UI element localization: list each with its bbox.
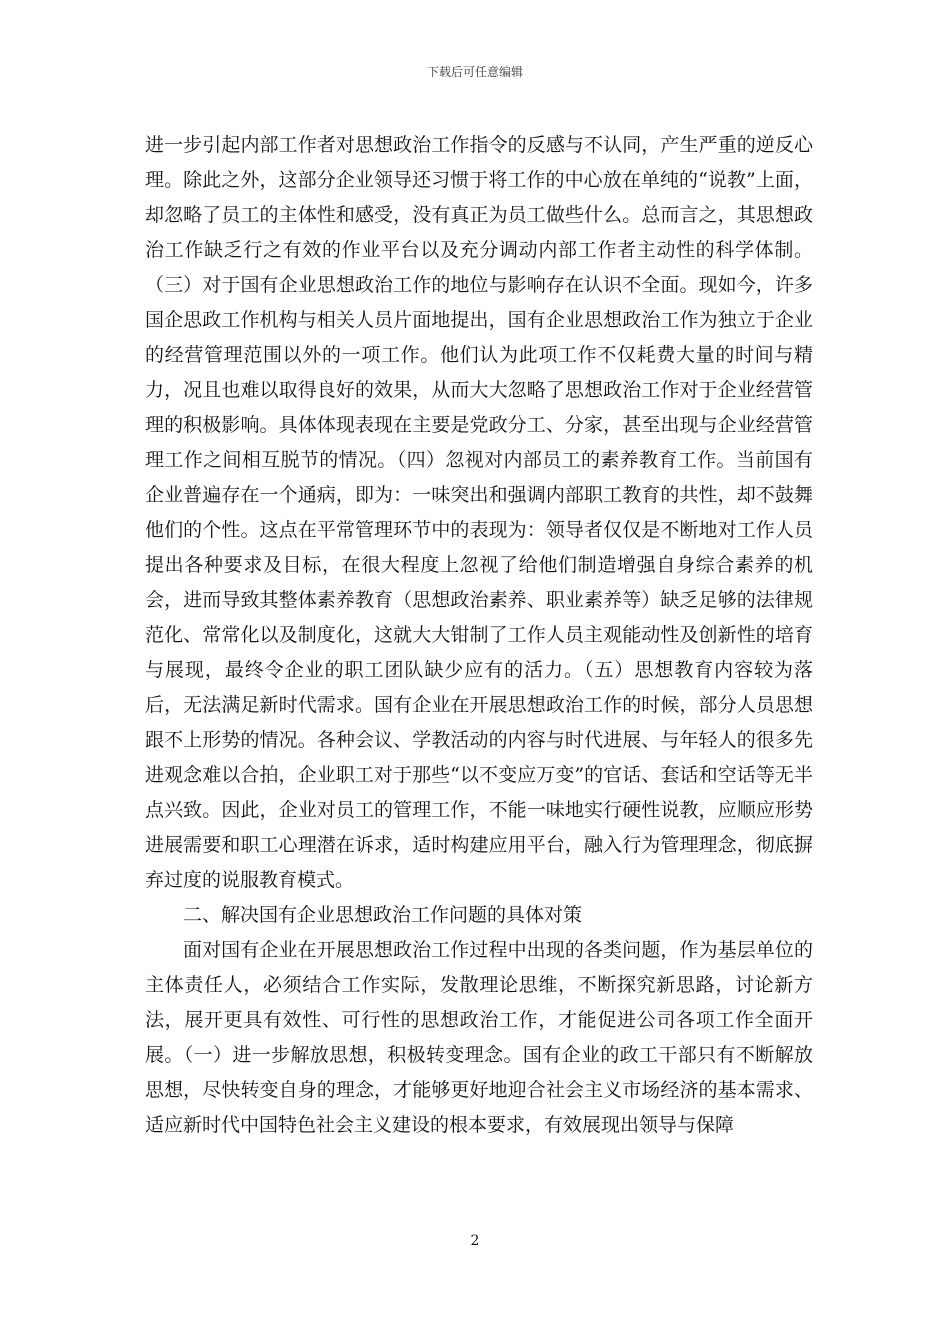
- document-body: [145, 128, 813, 1143]
- page-number: 2: [470, 1233, 480, 1249]
- section-heading-2: 二、解决国有企业思想政治工作问题的具体对策: [183, 904, 583, 926]
- body-paragraph-1: 进一步引起内部工作者对思想政治工作指令的反感与不认同，产生严重的逆反心理。除此之外，这部分企业领导还习惯于将工作的中心放在单纯的“说教”上面，却忽略了员工的主体性和感受，没有真正为员工做些什么。总而言之，其思想政治工作缺乏行之有效的作业平台以及充分调动内部工作者主动性的科学体制。（三）对于国有企业思想政治工作的地位与影响存在认识不全面。现如今，许多国企思政工作机构与相关人员片面地提出，国有企业思想政治工作为独立于企业的经营管理范围以外的一项工作。他们认为此项工作不仅耗费大量的时间与精力，况且也难以取得良好的效果，从而大大忽略了思想政治工作对于企业经营管理的积极影响。具体体现表现在主要是党政分工、分家，甚至出现与企业经营管理工作之间相互脱节的情况。（四）忽视对内部员工的素养教育工作。当前国有企业普遍存在一个通病，即为：一味突出和强调内部职工教育的共性，却不鼓舞他们的个性。这点在平常管理环节中的表现为：领导者仅仅是不断地对工作人员提出各种要求及目标，在很大程度上忽视了给他们制造增强自身综合素养的机会，进而导致其整体素养教育（思想政治素养、职业素养等）缺乏足够的法律规范化、常常化以及制度化，这就大大钳制了工作人员主观能动性及创新性的培育与展现，最终令企业的职工团队缺少应有的活力。（五）思想教育内容较为落后，无法满足新时代需求。国有企业在开展思想政治工作的时候，部分人员思想跟不上形势的情况。各种会议、学教活动的内容与时代进展、与年轻人的很多先进观念难以合拍，企业职工对于那些“以不变应万变”的官话、套话和空话等无半点兴致。因此，企业对员工的管理工作，不能一味地实行硬性说教，应顺应形势进展需要和职工心理潜在诉求，适时构建应用平台，融入行为管理理念，彻底摒弃过度的说服教育模式。: [145, 134, 813, 891]
- page-header: 下载后可任意编辑: [426, 65, 523, 79]
- body-paragraph-2: 面对国有企业在开展思想政治工作过程中出现的各类问题，作为基层单位的主体责任人，必须结合工作实际，发散理论思维，不断探究新思路，讨论新方法，展开更具有效性、可行性的思想政治工作，才能促进公司各项工作全面开展。（一）进一步解放思想，积极转变理念。国有企业的政工干部只有不断解放思想，尽快转变自身的理念，才能够更好地迎合社会主义市场经济的基本需求、适应新时代中国特色社会主义建设的根本要求，有效展现出领导与保障: [145, 939, 813, 1136]
